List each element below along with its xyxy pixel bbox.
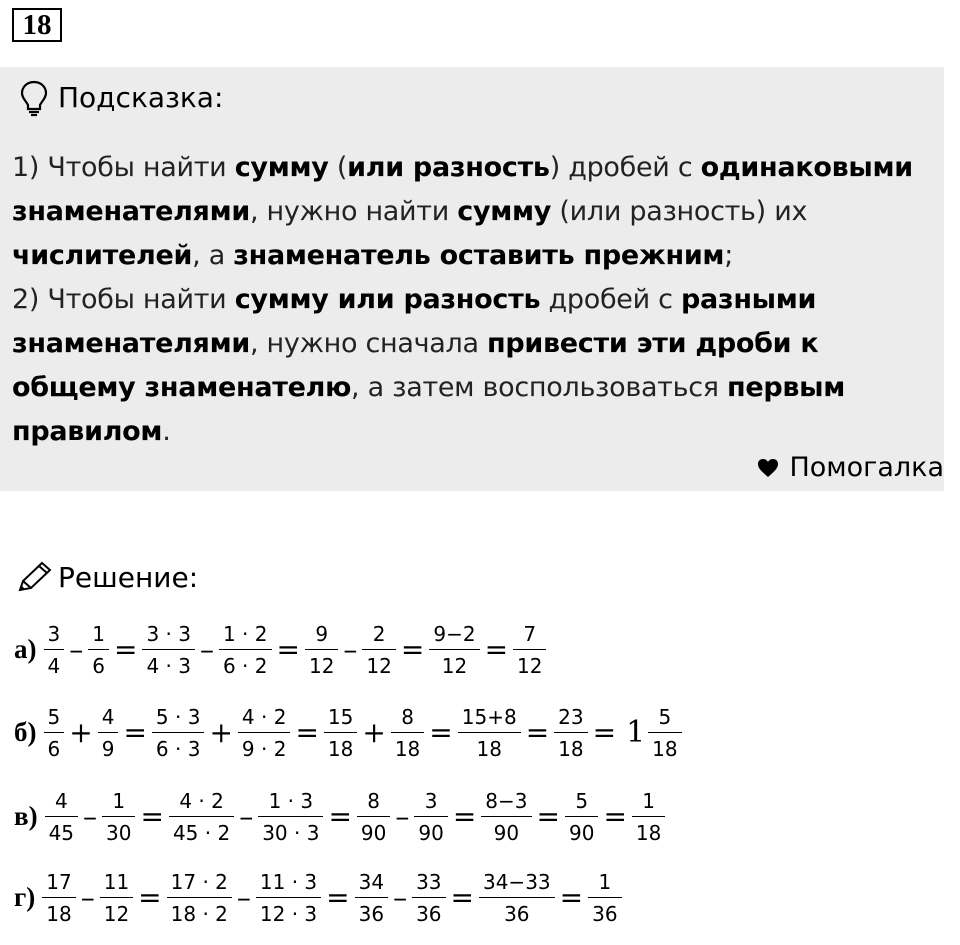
fraction xyxy=(431,622,477,676)
denominator: 6 xyxy=(44,732,65,759)
fraction xyxy=(258,870,319,924)
minus-sign: – xyxy=(199,632,214,666)
fraction xyxy=(515,622,544,676)
solution-row xyxy=(14,789,666,843)
footer-brand: Помогалка xyxy=(757,452,944,483)
denominator: 12 xyxy=(305,649,338,676)
hint-text-segment: (или разность) их xyxy=(551,196,808,227)
hint-text-segment: . xyxy=(162,416,171,447)
solution-title: Решение: xyxy=(16,560,198,594)
hint-emphasis: первым правилом xyxy=(12,372,846,447)
hint-emphasis: числителей xyxy=(12,240,193,271)
equals-sign: = xyxy=(592,715,617,749)
hint-text-segment: , нужно найти xyxy=(249,196,458,227)
minus-sign: – xyxy=(395,799,410,833)
fraction xyxy=(359,789,388,843)
hint-paragraph xyxy=(12,146,942,278)
numerator: 11 xyxy=(103,870,130,894)
equals-sign: = xyxy=(113,632,138,666)
numerator: 8 xyxy=(401,705,414,729)
denominator: 6 xyxy=(88,649,109,676)
denominator: 30 xyxy=(102,816,135,843)
hint-text-segment: дробей с xyxy=(540,284,681,315)
pencil-icon xyxy=(16,560,54,594)
numerator: 23 xyxy=(558,705,584,729)
equals-sign: = xyxy=(295,715,319,749)
denominator: 12 · 3 xyxy=(256,897,321,924)
numerator: 3 xyxy=(47,622,61,646)
minus-sign: – xyxy=(236,880,251,914)
equals-sign: = xyxy=(400,632,425,666)
equals-sign: = xyxy=(140,799,164,833)
plus-sign: + xyxy=(69,715,93,749)
hint-text-segment: , нужно сначала xyxy=(249,328,487,359)
hint-text-segment: 2) Чтобы найти xyxy=(12,284,235,315)
fraction xyxy=(44,870,73,924)
numerator: 4 · 2 xyxy=(241,705,287,729)
equals-sign: = xyxy=(326,880,350,914)
denominator: 9 · 2 xyxy=(238,732,291,759)
numerator: 4 · 2 xyxy=(179,789,224,813)
fraction xyxy=(90,622,107,676)
hint-emphasis: или разность xyxy=(347,152,550,183)
fraction xyxy=(556,705,585,759)
fraction xyxy=(567,789,596,843)
fraction xyxy=(46,705,63,759)
fraction xyxy=(169,870,230,924)
row-label: в) xyxy=(14,800,38,831)
numerator: 1 xyxy=(642,789,655,813)
fraction xyxy=(414,870,443,924)
denominator: 36 xyxy=(479,897,555,924)
numerator: 33 xyxy=(416,870,442,894)
fraction xyxy=(154,705,203,759)
minus-sign: – xyxy=(239,799,254,833)
hint-box xyxy=(0,67,944,491)
hint-paragraph xyxy=(12,278,942,454)
denominator: 18 xyxy=(648,732,681,759)
plus-sign: + xyxy=(362,715,386,749)
hint-text-segment: ( xyxy=(328,152,348,183)
hint-text-segment: , а xyxy=(192,240,234,271)
fraction xyxy=(650,705,679,759)
denominator: 18 xyxy=(42,897,75,924)
equals-sign: = xyxy=(328,799,352,833)
numerator: 5 xyxy=(575,789,589,813)
numerator: 2 xyxy=(372,622,386,646)
fraction xyxy=(416,789,445,843)
denominator: 30 · 3 xyxy=(258,816,323,843)
whole-part: 1 xyxy=(626,714,646,750)
numerator: 1 xyxy=(92,622,105,646)
equals-sign: = xyxy=(559,880,584,914)
numerator: 1 xyxy=(598,870,612,894)
fraction xyxy=(100,705,117,759)
denominator: 90 xyxy=(357,816,390,843)
equals-sign: = xyxy=(484,632,509,666)
equals-sign: = xyxy=(536,799,560,833)
numerator: 5 xyxy=(658,705,672,729)
hint-text-segment: ; xyxy=(724,240,733,271)
equals-sign: = xyxy=(452,799,477,833)
denominator: 18 xyxy=(324,732,357,759)
hint-title: Подсказка: xyxy=(18,79,223,117)
numerator: 7 xyxy=(523,622,537,646)
equals-sign: = xyxy=(123,715,147,749)
row-label: б) xyxy=(14,716,37,747)
denominator: 12 xyxy=(513,649,546,676)
hint-emphasis: сумму xyxy=(234,152,329,183)
solution-row xyxy=(14,622,547,676)
denominator: 36 xyxy=(412,897,445,924)
minus-sign: – xyxy=(393,880,408,914)
fraction xyxy=(326,705,355,759)
denominator: 6 · 2 xyxy=(219,649,272,676)
numerator: 1 · 3 xyxy=(268,789,314,813)
numerator: 11 · 3 xyxy=(259,870,318,894)
equals-sign: = xyxy=(429,715,453,749)
denominator: 18 xyxy=(458,732,521,759)
denominator: 90 xyxy=(414,816,447,843)
fraction xyxy=(307,622,336,676)
fraction xyxy=(357,870,386,924)
fraction xyxy=(221,622,270,676)
minus-sign: – xyxy=(343,632,358,666)
minus-sign: – xyxy=(69,632,84,666)
denominator: 18 · 2 xyxy=(167,897,232,924)
numerator: 15+8 xyxy=(461,705,517,729)
row-label: г) xyxy=(14,881,36,912)
denominator: 12 xyxy=(100,897,133,924)
hint-emphasis: привести эти дроби к общему знаменателю xyxy=(12,328,819,403)
fraction xyxy=(483,789,529,843)
numerator: 3 xyxy=(424,789,438,813)
fraction xyxy=(393,705,422,759)
fraction xyxy=(240,705,289,759)
fraction xyxy=(102,870,131,924)
equals-sign: = xyxy=(450,880,474,914)
hint-emphasis: знаменатель оставить прежним xyxy=(233,240,725,271)
fraction xyxy=(171,789,232,843)
fraction xyxy=(46,622,63,676)
fraction xyxy=(104,789,133,843)
denominator: 45 xyxy=(45,816,78,843)
minus-sign: – xyxy=(80,880,95,914)
row-label: а) xyxy=(14,633,37,664)
denominator: 18 xyxy=(391,732,424,759)
denominator: 4 xyxy=(44,649,65,676)
numerator: 17 · 2 xyxy=(170,870,228,894)
numerator: 9−2 xyxy=(433,622,476,646)
numerator: 1 · 2 xyxy=(222,622,268,646)
fraction xyxy=(460,705,519,759)
denominator: 36 xyxy=(355,897,388,924)
hint-text-segment: 1) Чтобы найти xyxy=(12,152,235,183)
denominator: 18 xyxy=(632,816,665,843)
fraction xyxy=(260,789,321,843)
denominator: 45 · 2 xyxy=(169,816,234,843)
hint-emphasis: сумму xyxy=(457,196,552,227)
denominator: 9 xyxy=(98,732,119,759)
numerator: 15 xyxy=(327,705,354,729)
denominator: 36 xyxy=(588,897,621,924)
fraction xyxy=(144,622,193,676)
denominator: 18 xyxy=(554,732,587,759)
numerator: 5 · 3 xyxy=(155,705,201,729)
numerator: 3 · 3 xyxy=(146,622,191,646)
numerator: 34 xyxy=(358,870,385,894)
heart-icon xyxy=(757,458,779,478)
denominator: 6 · 3 xyxy=(152,732,205,759)
equals-sign: = xyxy=(603,799,627,833)
hint-text-segment: ) дробей с xyxy=(549,152,701,183)
denominator: 12 xyxy=(429,649,479,676)
equals-sign: = xyxy=(525,715,550,749)
numerator: 34−33 xyxy=(482,870,551,894)
task-number: 18 xyxy=(12,8,62,42)
numerator: 1 xyxy=(112,789,126,813)
lightbulb-icon xyxy=(18,79,50,117)
minus-sign: – xyxy=(83,799,98,833)
numerator: 8 xyxy=(367,789,381,813)
fraction xyxy=(634,789,663,843)
numerator: 9 xyxy=(315,622,329,646)
hint-emphasis: разными знаменателями xyxy=(12,284,817,359)
hint-emphasis: одинаковыми знаменателями xyxy=(12,152,913,227)
denominator: 90 xyxy=(565,816,598,843)
denominator: 4 · 3 xyxy=(142,649,195,676)
numerator: 4 xyxy=(54,789,68,813)
plus-sign: + xyxy=(209,715,233,749)
denominator: 12 xyxy=(362,649,395,676)
fraction xyxy=(364,622,393,676)
fraction xyxy=(590,870,619,924)
solution-row xyxy=(14,870,623,924)
numerator: 8−3 xyxy=(485,789,528,813)
hint-text xyxy=(12,146,942,454)
numerator: 4 xyxy=(101,705,115,729)
equals-sign: = xyxy=(276,632,300,666)
hint-emphasis: сумму или разность xyxy=(234,284,541,315)
numerator: 5 xyxy=(47,705,61,729)
equals-sign: = xyxy=(138,880,162,914)
hint-text-segment: , а затем воспользоваться xyxy=(351,372,727,403)
fraction xyxy=(47,789,76,843)
denominator: 90 xyxy=(481,816,531,843)
numerator: 17 xyxy=(46,870,72,894)
solution-row xyxy=(14,705,683,759)
fraction xyxy=(481,870,553,924)
